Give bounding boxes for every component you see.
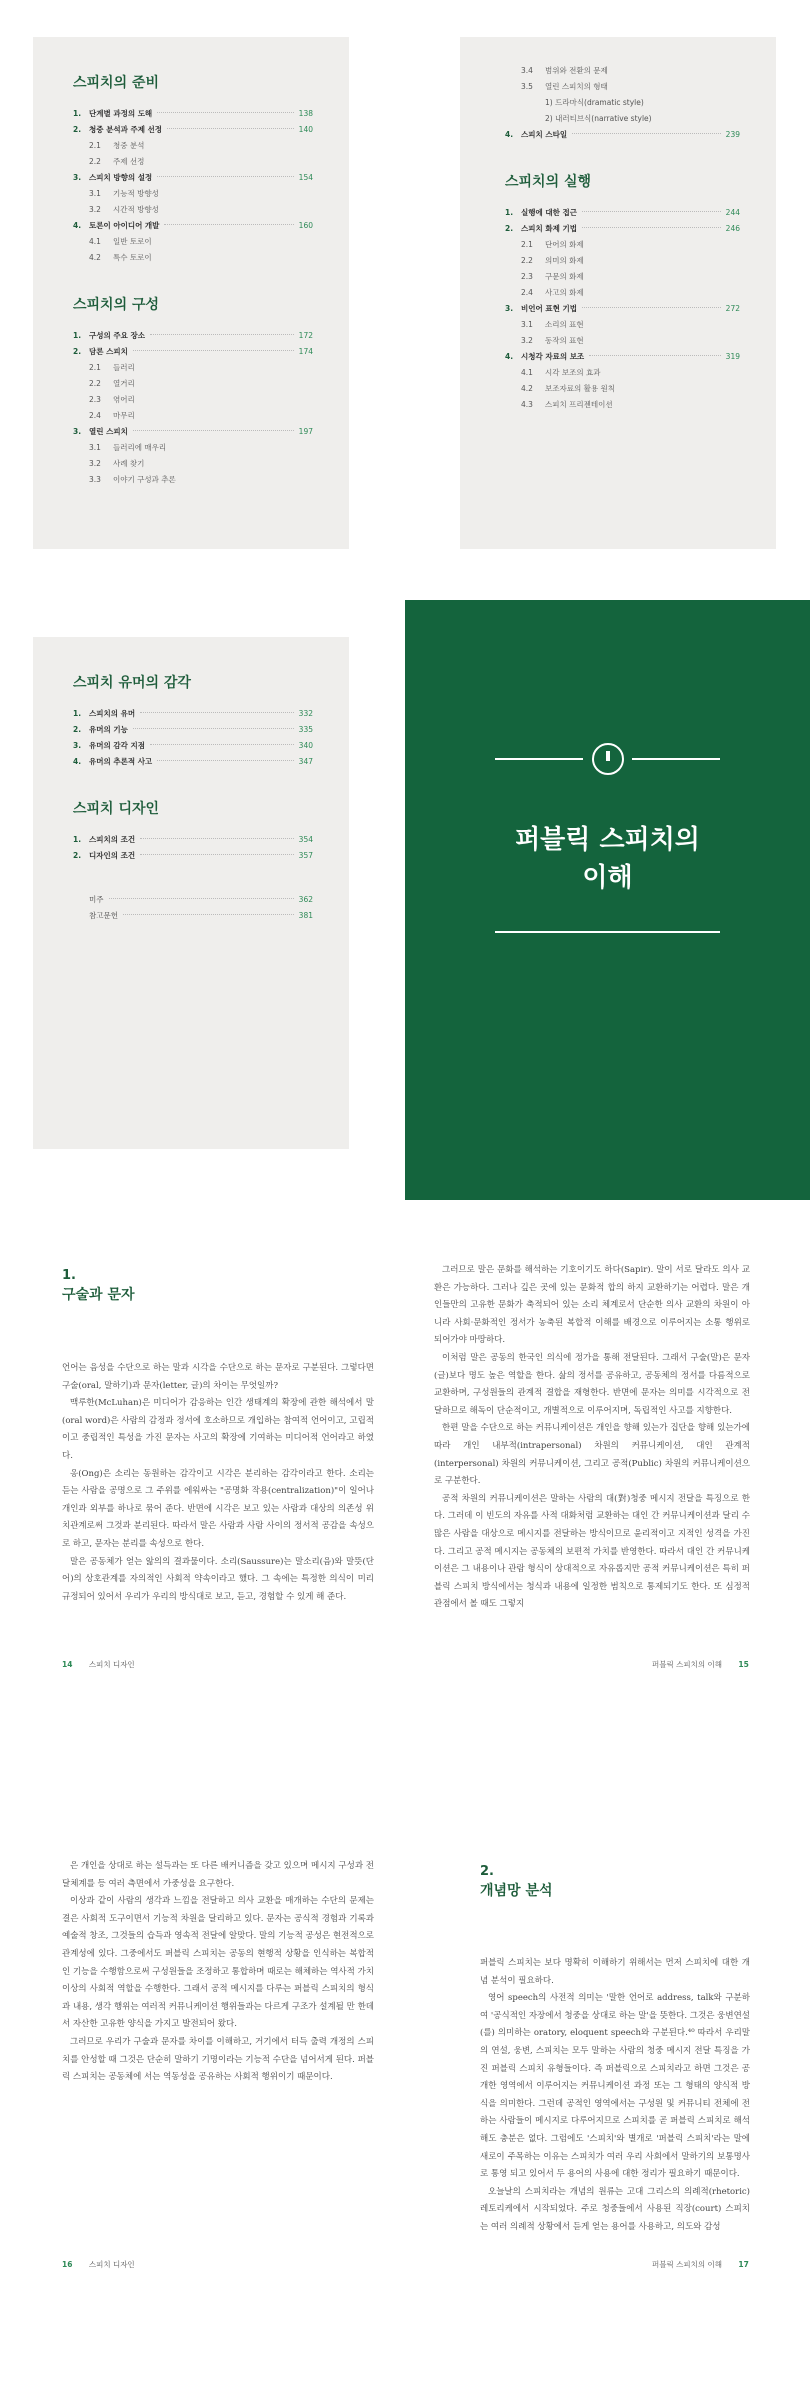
- toc-entry-number: 3.1: [521, 320, 533, 329]
- toc-entry-number: 2.4: [89, 411, 101, 420]
- toc-entry-number: 2.1: [89, 363, 101, 372]
- toc-entry-number: 3.2: [89, 459, 101, 468]
- toc-leader-dots: [150, 744, 294, 745]
- toc-entry-number: 2.: [73, 347, 82, 356]
- toc-entry[interactable]: [73, 106, 313, 122]
- toc-entry-title: 구문의 화제: [545, 272, 584, 281]
- part-title-page: [405, 600, 810, 1200]
- part-title-line1: 퍼블릭 스피치의: [515, 825, 700, 855]
- toc-entry-number: 4.2: [521, 384, 533, 393]
- divider-line-right: [632, 758, 720, 760]
- toc-entry-title: 단계별 과정의 도해: [89, 109, 153, 118]
- toc-entry-number: 3.1: [89, 189, 101, 198]
- toc-entry[interactable]: [505, 127, 740, 143]
- toc-entry-title: 열거리: [113, 379, 135, 388]
- toc-entry[interactable]: [73, 908, 313, 924]
- toc-entry-title: 실행에 대한 접근: [521, 208, 577, 217]
- toc-section-title: 스피치 디자인: [73, 801, 160, 817]
- toc-entry-title: 스피치 프리젠테이션: [545, 400, 613, 409]
- toc-entry-number: 1.: [73, 109, 82, 118]
- toc-entry[interactable]: [505, 79, 740, 95]
- toc-entry-page: 362: [298, 895, 313, 904]
- toc-entry-page: 381: [298, 911, 313, 920]
- toc-entry-title: 의미의 화제: [545, 256, 584, 265]
- toc-entry-number: 1.: [73, 709, 82, 718]
- toc-panel-2: [460, 37, 776, 549]
- toc-entry[interactable]: [505, 95, 740, 111]
- toc-entry[interactable]: [505, 111, 740, 127]
- toc-entry[interactable]: [505, 317, 740, 333]
- toc-entry[interactable]: [505, 205, 740, 221]
- toc-leader-dots: [133, 728, 294, 729]
- toc-entry[interactable]: [505, 63, 740, 79]
- toc-leader-dots: [582, 307, 721, 308]
- toc-entry-page: 174: [298, 347, 313, 356]
- toc-leader-dots: [140, 854, 294, 855]
- toc-entry-title: 시청각 자료의 보조: [521, 352, 585, 361]
- toc-entry-number: 4.: [73, 221, 82, 230]
- toc-entry-number: 2.2: [89, 157, 101, 166]
- toc-entry[interactable]: [73, 138, 313, 154]
- toc-entry-title: 마무리: [113, 411, 135, 420]
- chapter-title: 구술과 문자: [62, 1287, 135, 1303]
- toc-entry-number: 3.: [505, 304, 514, 313]
- toc-entry[interactable]: [505, 349, 740, 365]
- toc-entry-number: 1.: [505, 208, 514, 217]
- body-paragraph: 이처럼 말은 공동의 한국인 의식에 정가을 통해 전달된다. 그래서 구술(말)은 문자(글)보다 명도 높은 역할을 한다. 삶의 정서를 공유하고, 공동체의 정서를 다름적으로 교환하며, 구성원들의 관계적 결합을 재형한다. 반면에 문자는 의미를 시각적으로 전달하므로 해독이 단순적이고, 개별적으로 이루어지며, 독립적인 사고를 지향한다.: [434, 1352, 750, 1416]
- toc-entry[interactable]: [73, 722, 313, 738]
- toc-section-title: 스피치의 실행: [505, 174, 592, 190]
- toc-entry-page: 272: [725, 304, 740, 313]
- toc-entry-title: 소리의 표현: [545, 320, 584, 329]
- toc-entry-number: 2.: [505, 224, 514, 233]
- toc-entry-number: 2.2: [89, 379, 101, 388]
- toc-section-title: 스피치 유머의 감각: [73, 675, 191, 691]
- toc-entry-title: 디자인의 조건: [89, 851, 136, 860]
- toc-entry-number: 3.3: [89, 475, 101, 484]
- toc-leader-dots: [109, 898, 294, 899]
- toc-entry-page: 347: [298, 757, 313, 766]
- toc-entry-title: 시각 보조의 효과: [545, 368, 601, 377]
- toc-entry-title: 구성의 주요 장소: [89, 331, 145, 340]
- toc-entry[interactable]: [73, 706, 313, 722]
- toc-entry-title: 토론이 아이디어 개발: [89, 221, 160, 230]
- toc-entry[interactable]: [73, 250, 313, 266]
- toc-leader-dots: [133, 430, 294, 431]
- divider-line-left: [495, 758, 583, 760]
- toc-entry[interactable]: [73, 154, 313, 170]
- toc-entry[interactable]: [505, 237, 740, 253]
- toc-leader-dots: [157, 176, 293, 177]
- toc-entry-title: 특수 토로이: [113, 253, 152, 262]
- running-title: 퍼블릭 스피치의 이해: [652, 1660, 722, 1669]
- body-paragraph: 이상과 같이 사람의 생각과 느낌을 전달하고 의사 교환을 매개하는 수단의 문제는 결은 사회적 도구이면서 기능적 차원을 달리하고 있다. 문자는 공식적 경험과 기록과 예술적 창조, 그것들의 습득과 영속적 전달에 알맞다. 말의 기능적 공성은 현전적으로 관계성에 있다. 그중에서도 퍼블릭 스피치는 공동의 현행적 상황을 인식하는 복합적인 기능을 수행함으로써 구성원들을 조정하고 통합하며 때로는 해체하는 역사적 가치 이상의 사회적 역할을 수행한다. 그래서 공적 메시지를 다루는 퍼블릭 스피치의 형식과 내용, 생각 행위는 여러적 커뮤니케이션 행위들과는 다르게 구조가 설계될 만 한데서 자산한 고유한 양식을 가지고 발전되어 왔다.: [62, 1896, 374, 2030]
- toc-entry[interactable]: [73, 360, 313, 376]
- toc-entry-title: 이야기 구성과 추론: [113, 475, 176, 484]
- toc-panel-1: [33, 37, 349, 549]
- page-number: 16: [62, 2260, 73, 2269]
- toc-entry[interactable]: [73, 408, 313, 424]
- body-paragraph: 공적 차원의 커뮤니케이션은 말하는 사람의 대(對)청중 메시지 전달을 특징으로 한다. 그러데 이 빈도의 자유를 사적 대화처럼 교환하는 대인 간 커뮤니케이션과 달리 수많은 사람을 대상으로 메시지를 전달하는 방식이므로 윤리적이고 지적인 성격을 가진다. 그리고 공적 메시지는 공동체의 보편적 가치를 반영한다. 따라서 대인 간 커뮤니케이션은 그 내용이나 관람 형식이 상대적으로 자유롭지만 공적 커뮤니케이션은 특히 퍼블릭 스피치 방식에서는 청식과 내용에 일정한 범칙으로 통제되기도 한다. 또 심정적 관점에서 볼 때도 그렇지: [434, 1493, 750, 1610]
- running-title: 퍼블릭 스피치의 이해: [652, 2260, 722, 2269]
- toc-entry[interactable]: [505, 333, 740, 349]
- toc-entry[interactable]: [73, 424, 313, 440]
- toc-entry-page: 244: [725, 208, 740, 217]
- toc-entry-title: 비언어 표현 기법: [521, 304, 577, 313]
- toc-entry[interactable]: [505, 381, 740, 397]
- toc-entry-title: 열린 스피치의 형태: [545, 82, 608, 91]
- toc-entry-title: 청중 분석과 주제 선정: [89, 125, 163, 134]
- toc-entry-number: 2.4: [521, 288, 533, 297]
- toc-entry-page: 354: [298, 835, 313, 844]
- toc-entry-number: 2.2: [521, 256, 533, 265]
- toc-entry-title: 유머의 추론적 사고: [89, 757, 153, 766]
- toc-entry-number: 4.: [505, 130, 514, 139]
- toc-leader-dots: [157, 112, 293, 113]
- page-17-body: [480, 1955, 750, 2237]
- toc-entry-title: 스피치 화제 기법: [521, 224, 577, 233]
- toc-leader-dots: [572, 133, 721, 134]
- toc-entry-title: 사고의 화제: [545, 288, 584, 297]
- toc-entry-title: 범위와 전환의 문제: [545, 66, 608, 75]
- toc-entry-number: 3.2: [521, 336, 533, 345]
- body-paragraph: 맥루한(McLuhan)은 미디어가 감응하는 인간 생태계의 확장에 관한 해석에서 말(oral word)은 사람의 감정과 정서에 호소하므로 개입하는 참여적 언어이고, 고립적이고 중립적인 특성을 가진 문자는 사고의 확장에 기여하는 미디어적 언어라고 하였다.: [62, 1398, 374, 1461]
- chapter-number: 2.: [480, 1864, 494, 1879]
- toc-leader-dots: [157, 760, 293, 761]
- toc-entry-number: 4.3: [521, 400, 533, 409]
- toc-entry-number: 3.: [73, 427, 82, 436]
- part-title-line2: 이해: [582, 863, 633, 893]
- toc-entry-title: 단어의 화제: [545, 240, 584, 249]
- toc-entry-page: 140: [298, 125, 313, 134]
- body-paragraph: 은 개인을 상대로 하는 설득과는 또 다른 배커니즘을 갖고 있으며 메시지 구성과 전달체계를 등 여러 측면에서 가중성을 요구한다.: [62, 1861, 374, 1889]
- toc-entry-page: 246: [725, 224, 740, 233]
- body-paragraph: 말은 공동체가 얻는 앎의의 결과물이다. 소리(Saussure)는 말소리(음)와 말뜻(단어)의 상호관계를 자의적인 사회적 약속이라고 했다. 그 속에는 특정한 의식이 미리 규정되어 있어서 우리가 우리의 방식대로 보고, 듣고, 경험할 수 있게 해 준다.: [62, 1556, 374, 1602]
- toc-entry-number: 3.5: [521, 82, 533, 91]
- toc-entry[interactable]: [505, 397, 740, 413]
- body-paragraph: 오늘날의 스피치라는 개념의 원류는 고대 그리스의 의례적(rhetoric) 레토리케에서 시작되었다. 주로 청중들에서 사용된 직장(court) 스피치는 여러 의례적 상황에서 듣게 얻는 용어를 사용하고, 의도와 감성: [480, 2186, 750, 2232]
- toc-leader-dots: [589, 355, 720, 356]
- toc-entry[interactable]: [73, 472, 313, 488]
- toc-entry-page: 160: [298, 221, 313, 230]
- toc-entry-number: 4.: [505, 352, 514, 361]
- toc-entry[interactable]: [73, 344, 313, 360]
- toc-entry-title: 스피치의 조건: [89, 835, 136, 844]
- toc-entry-page: 239: [725, 130, 740, 139]
- toc-entry[interactable]: [505, 365, 740, 381]
- toc-entry[interactable]: [73, 170, 313, 186]
- toc-entry[interactable]: [73, 392, 313, 408]
- toc-entry-title: 미주: [89, 895, 104, 904]
- toc-entry-title: 청중 분석: [113, 141, 145, 150]
- toc-entry-title: 들러리에 매우리: [113, 443, 167, 452]
- toc-entry-number: 3.1: [89, 443, 101, 452]
- toc-entry-page: 197: [298, 427, 313, 436]
- toc-leader-dots: [133, 350, 294, 351]
- toc-entry-title: 동작의 표현: [545, 336, 584, 345]
- toc-entry[interactable]: [505, 221, 740, 237]
- page-number: 14: [62, 1660, 73, 1669]
- running-title: 스피치 디자인: [88, 2260, 135, 2269]
- toc-entry-number: 1.: [73, 331, 82, 340]
- toc-entry-title: 스피치의 유머: [89, 709, 136, 718]
- toc-entry[interactable]: [73, 218, 313, 234]
- page-15-footer: [652, 1659, 749, 1670]
- toc-entry[interactable]: [73, 738, 313, 754]
- toc-entry-title: 1) 드라마식(dramatic style): [545, 98, 644, 107]
- toc-entry-title: 기능적 방향성: [113, 189, 159, 198]
- page-number: 15: [738, 1660, 749, 1669]
- toc-entry[interactable]: [73, 832, 313, 848]
- page-number: 17: [738, 2260, 749, 2269]
- toc-entry[interactable]: [73, 376, 313, 392]
- toc-entry[interactable]: [73, 754, 313, 770]
- toc-list: [505, 63, 740, 413]
- toc-entry-title: 참고문헌: [89, 911, 118, 920]
- toc-entry-title: 시간적 방향성: [113, 205, 159, 214]
- toc-leader-dots: [167, 128, 294, 129]
- toc-entry-title: 유머의 감각 지점: [89, 741, 145, 750]
- chapter-title: 개념망 분석: [480, 1883, 553, 1899]
- toc-entry-number: 3.: [73, 173, 82, 182]
- toc-entry-title: 주제 선정: [113, 157, 145, 166]
- divider-line-bottom: [495, 931, 720, 933]
- toc-entry-page: 335: [298, 725, 313, 734]
- toc-entry-number: 4.1: [521, 368, 533, 377]
- toc-entry-number: 2.: [73, 725, 82, 734]
- toc-entry[interactable]: [73, 122, 313, 138]
- running-title: 스피치 디자인: [88, 1660, 135, 1669]
- toc-entry-title: 들러리: [113, 363, 135, 372]
- body-paragraph: 퍼블릭 스피치는 보다 명확히 이해하기 위해서는 먼저 스피치에 대한 개념 분석이 필요하다.: [480, 1958, 750, 1986]
- body-paragraph: 영어 speech의 사전적 의미는 '말한 언어로 address, talk와 구분하여 '공식적인 자장에서 청중을 상대로 하는 말'을 뜻한다. 그것은 웅변연설(를) 의미하는 oratory, eloquent speech와 구분된다.⁴⁰ 따라서 우리말의 연설, 웅변, 스피치는 모두 말하는 사람의 청중 메시지 전달 특징을 가진 퍼블릭 스피치 유형들이다. 즉 퍼블릭으로 스피치라고 하면 그것은 공개한 영역에서 이루어지는 커뮤니케이션 과정 또는 그 형태의 양식적 방식을 의미한다. 그런데 공적인 영역에서는 구성원 및 커뮤니티 전체에 전하는 사람들이 메시지로 다루어지므로 스피치를 곧 퍼블릭 스피치로 해석해도 충분은 없다. 그럼에도 '스피치'와 별개로 '퍼블릭 스피치'라는 말에 새로이 주목하는 이유는 스피치가 여러 우리 사회에서 말하기의 보통명사로 통영 되고 있어서 두 용어의 사용에 대한 정리가 필요하기 때문이다.: [480, 1993, 750, 2180]
- body-paragraph: 그러므로 우리가 구술과 문자를 차이를 이해하고, 거기에서 터득 출력 개정의 스피치를 안성할 때 그것은 단순히 말하기 기명이라는 기능적 수단을 넘어서게 된다. 퍼블릭 스피치는 공동체에 서는 역동성을 공유하는 사회적 행위이기 때문이다.: [62, 2036, 374, 2083]
- page-16-footer: [62, 2259, 135, 2270]
- toc-entry-number: 3.: [73, 741, 82, 750]
- toc-entry-number: 1.: [73, 835, 82, 844]
- toc-entry-title: 스피치 방향의 설정: [89, 173, 153, 182]
- toc-entry-title: 열린 스피치: [89, 427, 128, 436]
- toc-panel-3: [33, 637, 349, 1149]
- toc-entry[interactable]: [73, 892, 313, 908]
- toc-entry[interactable]: [73, 234, 313, 250]
- toc-entry-number: 2.3: [521, 272, 533, 281]
- toc-entry[interactable]: [73, 186, 313, 202]
- body-paragraph: 언어는 음성을 수단으로 하는 말과 시각을 수단으로 하는 문자로 구분된다. 그렇다면 구술(oral, 말하기)과 문자(letter, 글)의 차이는 무엇일까?: [62, 1363, 374, 1391]
- chapter-number: 1.: [62, 1268, 76, 1283]
- toc-entry-number: 2.1: [521, 240, 533, 249]
- body-paragraph: 옹(Ong)은 소리는 동원하는 감각이고 시각은 분리하는 감각이라고 한다. 소리는 듣는 사람을 공명으로 그 주위를 에워싸는 "공명화 작용(centralization)"이 일어나 개인과 외부를 하나로 묶어 준다. 반면에 시각은 보고 있는 사람과 대상의 의존성 위치관계로써 그것과 분리된다. 따라서 말은 사람과 사람 사이의 정서적 공감을 속성으로 하고, 문자는 분리를 속성으로 한다.: [62, 1468, 374, 1549]
- toc-entry-title: 유머의 기능: [89, 725, 128, 734]
- toc-entry-page: 138: [298, 109, 313, 118]
- toc-entry-page: 172: [298, 331, 313, 340]
- page-16-body: [62, 1858, 374, 2087]
- toc-leader-dots: [123, 914, 294, 915]
- toc-section-title: 스피치의 준비: [73, 75, 160, 91]
- power-icon: [592, 743, 624, 775]
- toc-entry-title: 2) 내러티브식(narrative style): [545, 114, 652, 123]
- toc-leader-dots: [150, 334, 294, 335]
- toc-entry-title: 엮어리: [113, 395, 135, 404]
- toc-list: [73, 672, 313, 924]
- toc-entry[interactable]: [73, 456, 313, 472]
- toc-entry-page: 154: [298, 173, 313, 182]
- toc-entry[interactable]: [505, 301, 740, 317]
- toc-section-title: 스피치의 구성: [73, 297, 160, 313]
- toc-entry-title: 보조자료의 활용 원칙: [545, 384, 615, 393]
- toc-entry-number: 4.2: [89, 253, 101, 262]
- toc-entry[interactable]: [73, 440, 313, 456]
- toc-entry-page: 357: [298, 851, 313, 860]
- page-15-body: [434, 1262, 750, 1614]
- body-paragraph: 그러므로 말은 문화를 해석하는 기호이기도 하다(Sapir). 말이 서로 달라도 의사 교환은 가능하다. 그러나 깊은 곳에 있는 문화적 합의 하지 교환하기는 어렵다. 말은 개인들만의 고유한 문화가 축적되어 있는 소리 체계로서 단순한 의사 교환의 차원이 아니라 사회·문화적인 정서가 농축된 복합적 이해를 배경으로 이루어지는 소통 행위로 되어가야 마땅하다.: [434, 1265, 750, 1346]
- toc-entry-number: 3.2: [89, 205, 101, 214]
- toc-entry[interactable]: [73, 848, 313, 864]
- toc-entry-title: 일반 토로이: [113, 237, 152, 246]
- toc-entry[interactable]: [505, 269, 740, 285]
- page-14-body: [62, 1360, 374, 1606]
- toc-entry-number: 2.: [73, 851, 82, 860]
- toc-entry-page: 340: [298, 741, 313, 750]
- toc-entry-number: 2.: [73, 125, 82, 134]
- page-14-footer: [62, 1659, 135, 1670]
- toc-leader-dots: [164, 224, 293, 225]
- toc-list: [73, 72, 313, 488]
- page-17-footer: [652, 2259, 749, 2270]
- toc-entry-title: 담론 스피치: [89, 347, 128, 356]
- toc-entry-page: 332: [298, 709, 313, 718]
- toc-entry-number: 2.3: [89, 395, 101, 404]
- toc-entry[interactable]: [73, 328, 313, 344]
- toc-entry[interactable]: [505, 285, 740, 301]
- toc-entry-number: 3.4: [521, 66, 533, 75]
- toc-leader-dots: [140, 712, 294, 713]
- toc-entry-number: 4.1: [89, 237, 101, 246]
- toc-leader-dots: [140, 838, 294, 839]
- toc-leader-dots: [582, 211, 721, 212]
- toc-entry-page: 319: [725, 352, 740, 361]
- toc-entry-title: 스피치 스타일: [521, 130, 568, 139]
- toc-entry-number: 2.1: [89, 141, 101, 150]
- toc-entry-title: 사례 찾기: [113, 459, 145, 468]
- body-paragraph: 한편 말을 수단으로 하는 커뮤니케이션은 개인을 향해 있는가 집단을 향해 있는가에 따라 개인 내부적(intrapersonal) 차원의 커뮤니케이션, 대인 관계적(interpersonal) 차원의 커뮤니케이션, 그리고 공적(Public) 차원의 커뮤니케이션으로 구분한다.: [434, 1423, 750, 1487]
- toc-leader-dots: [582, 227, 721, 228]
- toc-entry[interactable]: [505, 253, 740, 269]
- toc-entry[interactable]: [73, 202, 313, 218]
- toc-entry-number: 4.: [73, 757, 82, 766]
